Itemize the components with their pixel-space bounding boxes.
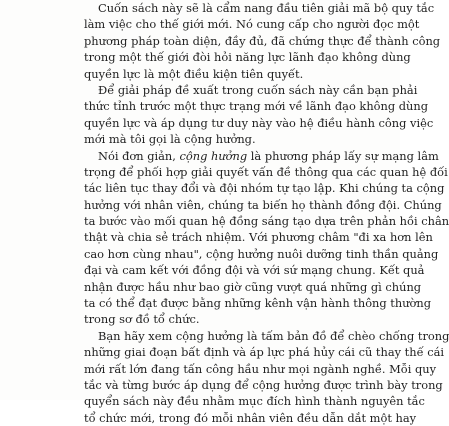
text-line: trong một thế giới đòi hỏi năng lực lãnh đạo không dùng	[84, 50, 411, 65]
text-line: ta bước vào mối quan hệ đồng sáng tạo dựa trên phản hồi chân	[84, 214, 449, 229]
text-line: tổ chức mới, trong đó mỗi nhân viên đều dẫn dắt một hay	[84, 410, 417, 425]
text-line: đại và cam kết với đồng đội và với sứ mạng chung. Kết quả	[84, 263, 425, 278]
text-line: mới rất lớn đang tấn công hầu như mọi ngành nghề. Mỗi quy	[84, 361, 437, 376]
text-line: cao hơn cùng nhau", cộng hưởng nuôi dưỡng tinh thần quảng	[84, 246, 439, 261]
text-line: Nói đơn giản, cộng hưởng là phương pháp lấy sự mạng lâm	[98, 148, 439, 163]
text-line: hưởng với nhân viên, chúng ta biến họ thành đồng đội. Chúng	[84, 197, 442, 212]
text-line: những giai đoạn bất định và áp lực phá hủy cái cũ thay thế cái	[84, 345, 445, 360]
text-line: Để giải pháp đề xuất trong cuốn sách này cần bạn phải	[98, 82, 418, 97]
text-line: quyền lực là một điều kiện tiên quyết.	[84, 66, 304, 81]
paragraph	[84, 328, 449, 426]
text-line: phương pháp toàn diện, đầy đủ, đã chứng thực để thành công	[84, 33, 441, 48]
text-line: tác liên tục thay đổi và đội nhóm tự tạo lập. Khi chúng ta cộng	[84, 181, 445, 196]
emphasis-text: cộng hưởng	[179, 148, 248, 163]
text-line: quyền lực và áp dụng tư duy này vào hệ điều hành công việc	[84, 115, 434, 130]
text-line: làm việc cho thế giới mới. Nó cung cấp cho người đọc một	[84, 17, 420, 32]
text-line: thức tỉnh trước một thực trạng mới về lãnh đạo không dùng	[84, 99, 429, 114]
text-line: mới mà tôi gọi là cộng hưởng.	[84, 132, 256, 147]
paragraph	[84, 82, 434, 148]
text-line: quyển sách này đều nhằm mục đích hình thành nguyên tắc	[84, 394, 425, 409]
paragraph	[84, 148, 449, 328]
text-line: nhận được hầu như bao giờ cũng vượt quá những gì chúng	[84, 279, 422, 294]
text-line: Cuốn sách này sẽ là cẩm nang đầu tiên giải mã bộ quy tắc	[98, 1, 435, 15]
body-text	[84, 0, 449, 426]
text-line: thật và chia sẻ trách nhiệm. Với phương châm "đi xa hơn lên	[84, 230, 433, 245]
paragraph	[84, 0, 441, 82]
text-line: trong sơ đồ tổ chức.	[84, 312, 200, 327]
text-line: trọng để phối hợp giải quyết vấn đề thông qua các quan hệ đối	[84, 164, 448, 179]
text-line: tắc và từng bước áp dụng để cộng hưởng được trình bày trong	[84, 377, 443, 392]
text-line: Bạn hãy xem cộng hưởng là tấm bản đồ để chèo chống trong	[98, 328, 449, 343]
text-line: ta có thể đạt được bằng những kênh vận hành thông thường	[84, 296, 432, 311]
